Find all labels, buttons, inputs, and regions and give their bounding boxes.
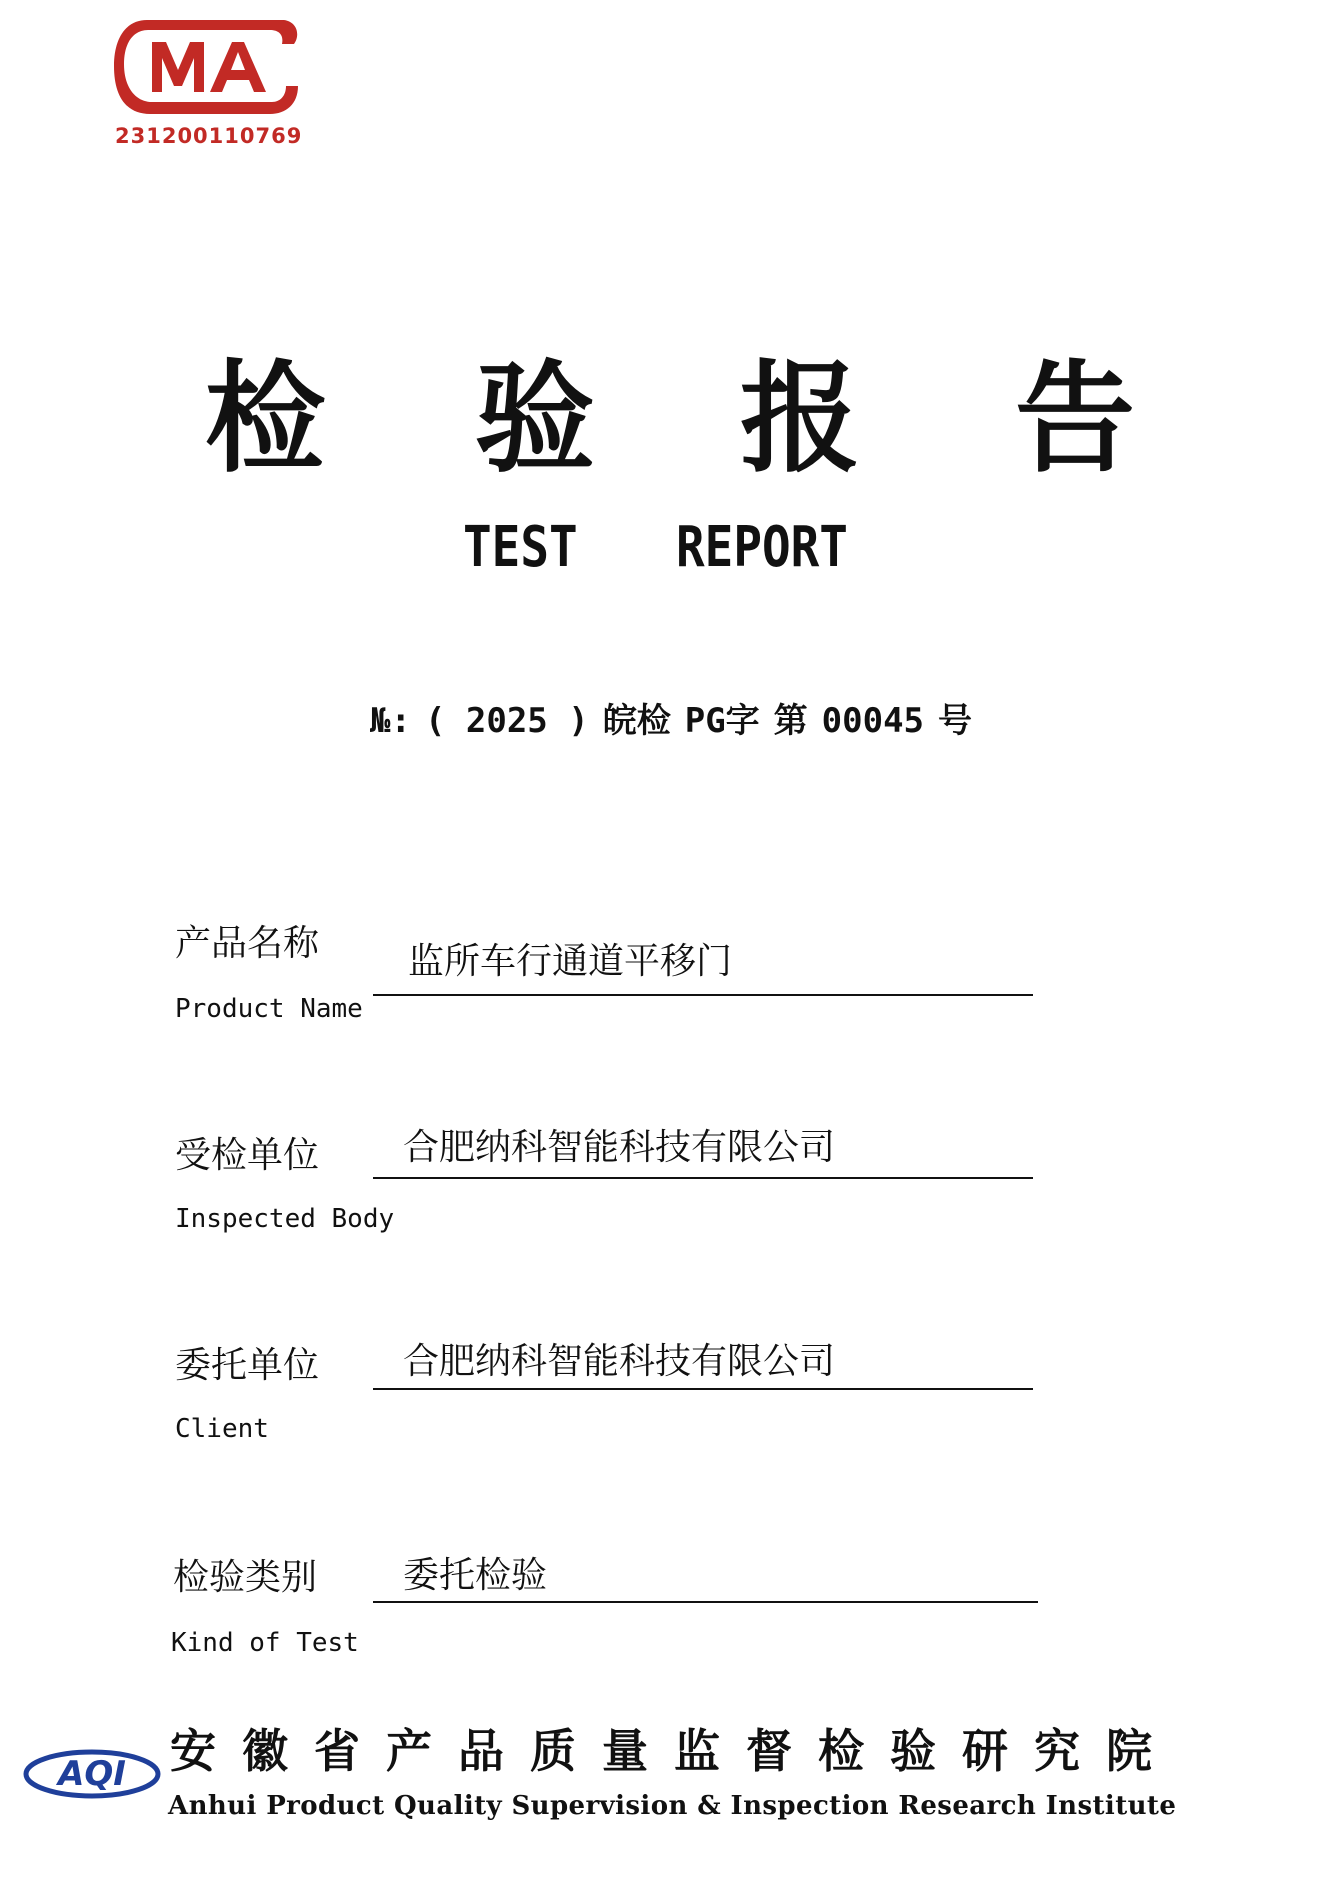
aqi-logo [22,1745,162,1803]
client-label-zh: 委托单位 [175,1345,320,1386]
client-value: 合肥纳科智能科技有限公司 [403,1341,836,1382]
report-number-code: PG字 [684,701,760,741]
inspected-body-value: 合肥纳科智能科技有限公司 [403,1127,836,1168]
institute-name-zh [170,1724,1152,1778]
institute-name-char: 究 [1034,1724,1080,1778]
institute-name-char: 验 [890,1724,936,1778]
product-name-value: 监所车行通道平移门 [408,941,733,982]
inspected-body-label-en: Inspected Body [175,1204,395,1234]
institute-name-char: 品 [458,1724,504,1778]
report-number [370,693,972,742]
inspected-body-label-zh: 受检单位 [175,1135,320,1176]
client-underline [373,1388,1033,1390]
client-label-en: Client [175,1414,269,1444]
title-char-4: 告 [1015,350,1135,489]
institute-name-char: 省 [314,1724,360,1778]
institute-name-char: 量 [602,1724,648,1778]
report-number-agency: 皖检 [602,701,671,741]
report-number-prefix: №: [370,701,411,741]
institute-name-char: 徽 [242,1724,288,1778]
report-number-seq: 00045 [821,701,925,741]
institute-name-char: 监 [674,1724,720,1778]
kind-of-test-label-en: Kind of Test [171,1628,359,1658]
institute-name-char: 院 [1106,1724,1152,1778]
product-name-underline [373,994,1033,996]
title-char-2: 验 [475,350,595,489]
title-char-1: 检 [205,350,325,489]
institute-name-char: 督 [746,1724,792,1778]
institute-name-char: 质 [530,1724,576,1778]
title-en-test: TEST [463,515,578,580]
title-char-3: 报 [740,350,860,489]
cma-number: 231200110769 [115,124,303,148]
institute-name-en: Anhui Product Quality Supervision & Inspection Research Institute [168,1791,1177,1821]
cma-logo [112,12,302,122]
kind-of-test-value: 委托检验 [403,1555,548,1596]
product-name-label-zh: 产品名称 [175,923,320,964]
svg-text:AQI: AQI [58,1754,126,1794]
report-number-suffix: 号 [938,701,973,741]
report-number-year: ( 2025 ) [424,701,589,741]
report-number-seq-label: 第 [773,701,808,741]
title-en-report: REPORT [676,515,848,580]
institute-name-char: 检 [818,1724,864,1778]
kind-of-test-label-zh: 检验类别 [173,1557,318,1598]
institute-name-char: 产 [386,1724,432,1778]
institute-name-char: 安 [170,1724,216,1778]
inspected-body-underline [373,1177,1033,1179]
institute-name-char: 研 [962,1724,1008,1778]
kind-of-test-underline [373,1601,1038,1603]
product-name-label-en: Product Name [175,994,363,1024]
